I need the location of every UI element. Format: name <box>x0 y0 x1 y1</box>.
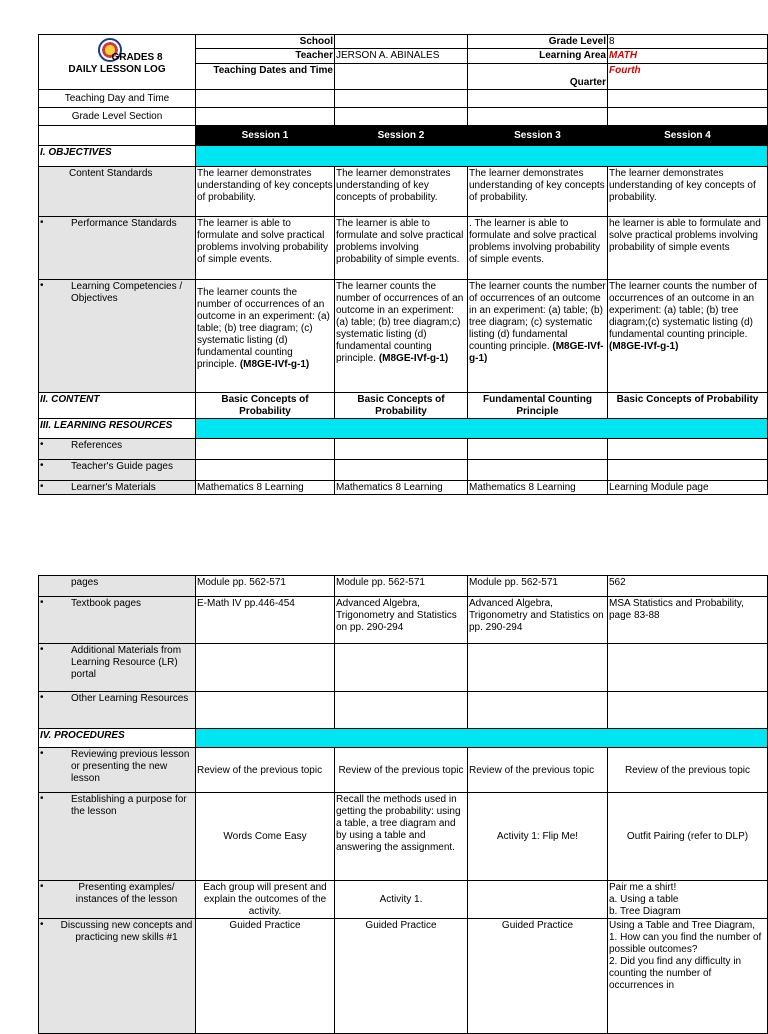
lm-3: Mathematics 8 Learning <box>468 481 608 495</box>
purpose-4: Outfit Pairing (refer to DLP) <box>608 793 768 881</box>
textbook-label: • Textbook pages <box>39 597 196 644</box>
presenting-3 <box>468 881 608 919</box>
content-1: Basic Concepts of Probability <box>196 393 335 419</box>
resources-heading: III. LEARNING RESOURCES <box>39 419 196 439</box>
purpose-3: Activity 1: Flip Me! <box>468 793 608 881</box>
teacher-label: Teacher <box>196 49 335 64</box>
header-title-cell <box>39 35 196 90</box>
presenting-label: • Presenting examples/ instances of the lesson <box>39 881 196 919</box>
performance-1: The learner is able to formulate and solve practical problems involving probability of simple events. <box>196 217 335 280</box>
textbook-1: E-Math IV pp.446-454 <box>196 597 335 644</box>
objectives-heading: I. OBJECTIVES <box>39 146 196 167</box>
grade-level-label: Grade Level <box>468 35 608 49</box>
reviewing-3: Review of the previous topic <box>468 748 608 793</box>
competency-3: The learner counts the number of occurrences of an outcome in an experiment: (a) table; (b) tree diagram; (c) systematic listing (d) fundamental counting principle. (M8GE-IVf-g-1) <box>468 280 608 393</box>
competency-4: The learner counts the number of occurrences of an outcome in an experiment: (a) table; (b) tree diagram;(c) systematic listing (d) fundamental counting principle. (M8GE-IVf-g-1) <box>608 280 768 393</box>
pages-label: pages <box>39 576 196 597</box>
dates-label: Teaching Dates and Time <box>196 64 335 90</box>
competencies-label: • Learning Competencies / Objectives <box>39 280 196 393</box>
header-title-line2: DAILY LESSON LOG <box>68 64 166 75</box>
reviewing-2: Review of the previous topic <box>335 748 468 793</box>
references-label: • References <box>39 439 196 460</box>
lesson-log-page-2 <box>38 575 768 1034</box>
reviewing-4: Review of the previous topic <box>608 748 768 793</box>
school-value <box>335 35 468 49</box>
learners-materials-label: • Learner's Materials <box>39 481 196 495</box>
reviewing-1: Review of the previous topic <box>196 748 335 793</box>
purpose-2: Recall the methods used in getting the probability: using a table, a tree diagram and by using a table and answering the assignment. <box>335 793 468 881</box>
content-standards-2: The learner demonstrates understanding of key concepts of probability. <box>335 167 468 217</box>
lm-2: Mathematics 8 Learning <box>335 481 468 495</box>
content-4: Basic Concepts of Probability <box>608 393 768 419</box>
pages-4: 562 <box>608 576 768 597</box>
content-heading: II. CONTENT <box>39 393 196 419</box>
discussing-3: Guided Practice <box>468 919 608 1034</box>
purpose-1: Words Come Easy <box>196 793 335 881</box>
performance-4: he learner is able to formulate and solve practical problems involving probability of simple events <box>608 217 768 280</box>
content-standards-3: The learner demonstrates understanding of key concepts of probability. <box>468 167 608 217</box>
discussing-2: Guided Practice <box>335 919 468 1034</box>
discussing-label: • Discussing new concepts and practicing new skills #1 <box>39 919 196 1034</box>
grade-level-value: 8 <box>608 35 768 49</box>
pages-3: Module pp. 562-571 <box>468 576 608 597</box>
learning-area-label: Learning Area <box>468 49 608 64</box>
lm-4: Learning Module page <box>608 481 768 495</box>
content-standards-1: The learner demonstrates understanding of key concepts of probability. <box>196 167 335 217</box>
purpose-label: • Establishing a purpose for the lesson <box>39 793 196 881</box>
teacher-value: JERSON A. ABINALES <box>335 49 468 64</box>
dates-value <box>335 64 468 90</box>
discussing-1: Guided Practice <box>196 919 335 1034</box>
content-3: Fundamental Counting Principle <box>468 393 608 419</box>
session-3-header: Session 3 <box>468 126 608 146</box>
presenting-2: Activity 1. <box>335 881 468 919</box>
pages-1: Module pp. 562-571 <box>196 576 335 597</box>
teachers-guide-label: • Teacher's Guide pages <box>39 460 196 481</box>
competency-1: The learner counts the number of occurrences of an outcome in an experiment: (a) table; (b) tree diagram; (c) systematic listing (d) fundamental counting principle. (M8GE-IVf-g-1) <box>196 280 335 393</box>
session-2-header: Session 2 <box>335 126 468 146</box>
pages-2: Module pp. 562-571 <box>335 576 468 597</box>
quarter-value: Fourth <box>608 64 768 90</box>
procedures-heading: IV. PROCEDURES <box>39 729 196 748</box>
additional-materials-label: • Additional Materials from Learning Resource (LR) portal <box>39 644 196 692</box>
learning-area-value: MATH <box>608 49 768 64</box>
content-standards-4: The learner demonstrates understanding of key concepts of probability. <box>608 167 768 217</box>
quarter-label: Quarter <box>468 64 608 90</box>
presenting-1: Each group will present and explain the outcomes of the activity. <box>196 881 335 919</box>
session-4-header: Session 4 <box>608 126 768 146</box>
textbook-4: MSA Statistics and Probability, page 83-88 <box>608 597 768 644</box>
competency-2: The learner counts the number of occurrences of an outcome in an experiment: (a) table; (b) tree diagram;c) systematic listing (d) fundamental counting principle. (M8GE-IVf-g-1) <box>335 280 468 393</box>
presenting-4: Pair me a shirt! a. Using a table b. Tree Diagram <box>608 881 768 919</box>
discussing-4: Using a Table and Tree Diagram, 1. How can you find the number of possible outcomes? 2. Did you find any difficulty in counting the number of occurrences in <box>608 919 768 1034</box>
performance-3: . The learner is able to formulate and solve practical problems involving probability of simple events. <box>468 217 608 280</box>
content-2: Basic Concepts of Probability <box>335 393 468 419</box>
lesson-log-page-1 <box>38 34 768 495</box>
content-standards-label: Content Standards <box>39 167 196 217</box>
textbook-3: Advanced Algebra, Trigonometry and Statistics on pp. 290-294 <box>468 597 608 644</box>
grade-section-label: Grade Level Section <box>39 108 196 126</box>
textbook-2: Advanced Algebra, Trigonometry and Statistics on pp. 290-294 <box>335 597 468 644</box>
other-resources-label: • Other Learning Resources <box>39 692 196 729</box>
session-1-header: Session 1 <box>196 126 335 146</box>
reviewing-label: • Reviewing previous lesson or presenting the new lesson <box>39 748 196 793</box>
performance-2: The learner is able to formulate and solve practical problems involving probability of simple events. <box>335 217 468 280</box>
performance-standards-label: • Performance Standards <box>39 217 196 280</box>
school-label: School <box>196 35 335 49</box>
header-title-line1: GRADES 8 <box>111 52 163 63</box>
teaching-day-label: Teaching Day and Time <box>39 90 196 108</box>
lm-1: Mathematics 8 Learning <box>196 481 335 495</box>
